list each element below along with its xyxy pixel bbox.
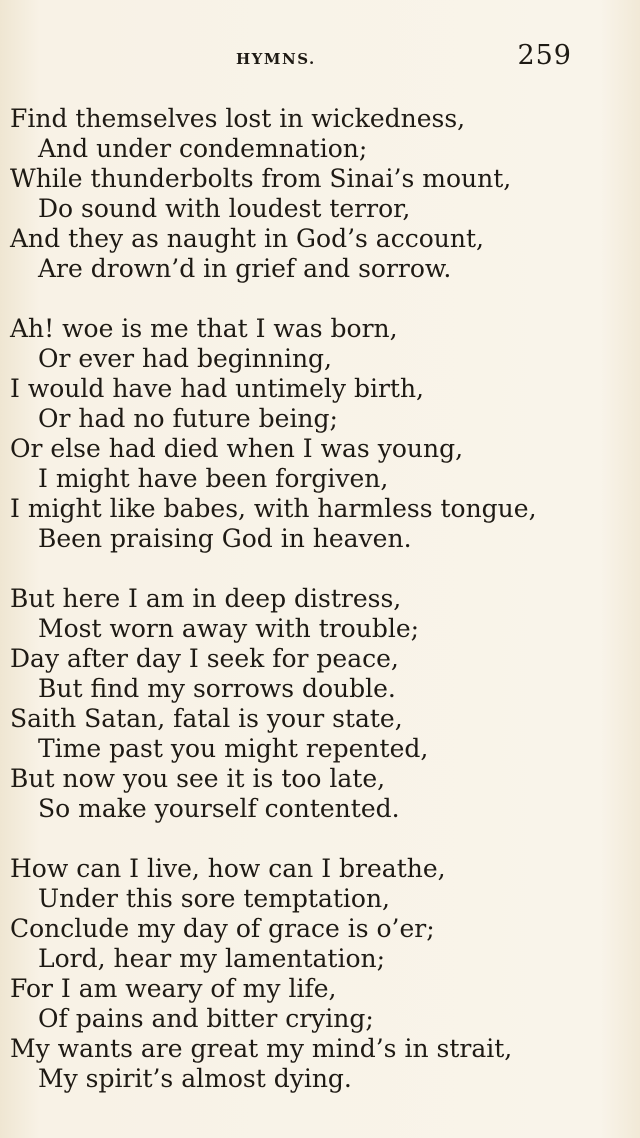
verse-line: Or ever had beginning, xyxy=(38,344,333,373)
verse-line: Or else had died when I was young, xyxy=(10,434,464,463)
verse-line: Day after day I seek for peace, xyxy=(10,644,399,673)
verse-line: And under condemnation; xyxy=(38,134,368,163)
page-number: 259 xyxy=(517,40,572,71)
verse-line: But now you see it is too late, xyxy=(10,764,386,793)
verse-line: Most worn away with trouble; xyxy=(38,614,420,643)
verse-line: Time past you might repented, xyxy=(38,734,429,763)
verse-line: So make yourself contented. xyxy=(38,794,400,823)
verse-line: Are drown’d in grief and sorrow. xyxy=(38,254,452,283)
hymn-text xyxy=(10,104,635,1124)
running-title: HYMNS. xyxy=(236,50,316,68)
stanza xyxy=(10,854,635,1094)
verse-line: Lord, hear my lamentation; xyxy=(38,944,386,973)
verse-line: I might have been forgiven, xyxy=(38,464,389,493)
stanza xyxy=(10,104,635,284)
verse-line: But find my sorrows double. xyxy=(38,674,396,703)
verse-line: Or had no future being; xyxy=(38,404,338,433)
verse-line: For I am weary of my life, xyxy=(10,974,337,1003)
verse-line: While thunderbolts from Sinai’s mount, xyxy=(10,164,512,193)
stanza xyxy=(10,584,635,824)
verse-line: My spirit’s almost dying. xyxy=(38,1064,352,1093)
verse-line: Conclude my day of grace is o’er; xyxy=(10,914,435,943)
verse-line: But here I am in deep distress, xyxy=(10,584,402,613)
verse-line: Ah! woe is me that I was born, xyxy=(10,314,398,343)
verse-line: I would have had untimely birth, xyxy=(10,374,425,403)
stanza xyxy=(10,314,635,554)
verse-line: I might like babes, with harmless tongue, xyxy=(10,494,537,523)
verse-line: And they as naught in God’s account, xyxy=(10,224,484,253)
verse-line: Do sound with loudest terror, xyxy=(38,194,411,223)
verse-line: Under this sore temptation, xyxy=(38,884,391,913)
verse-line: My wants are great my mind’s in strait, xyxy=(10,1034,513,1063)
verse-line: Find themselves lost in wickedness, xyxy=(10,104,466,133)
verse-line: Been praising God in heaven. xyxy=(38,524,412,553)
verse-line: Of pains and bitter crying; xyxy=(38,1004,374,1033)
verse-line: Saith Satan, fatal is your state, xyxy=(10,704,403,733)
verse-line: How can I live, how can I breathe, xyxy=(10,854,446,883)
